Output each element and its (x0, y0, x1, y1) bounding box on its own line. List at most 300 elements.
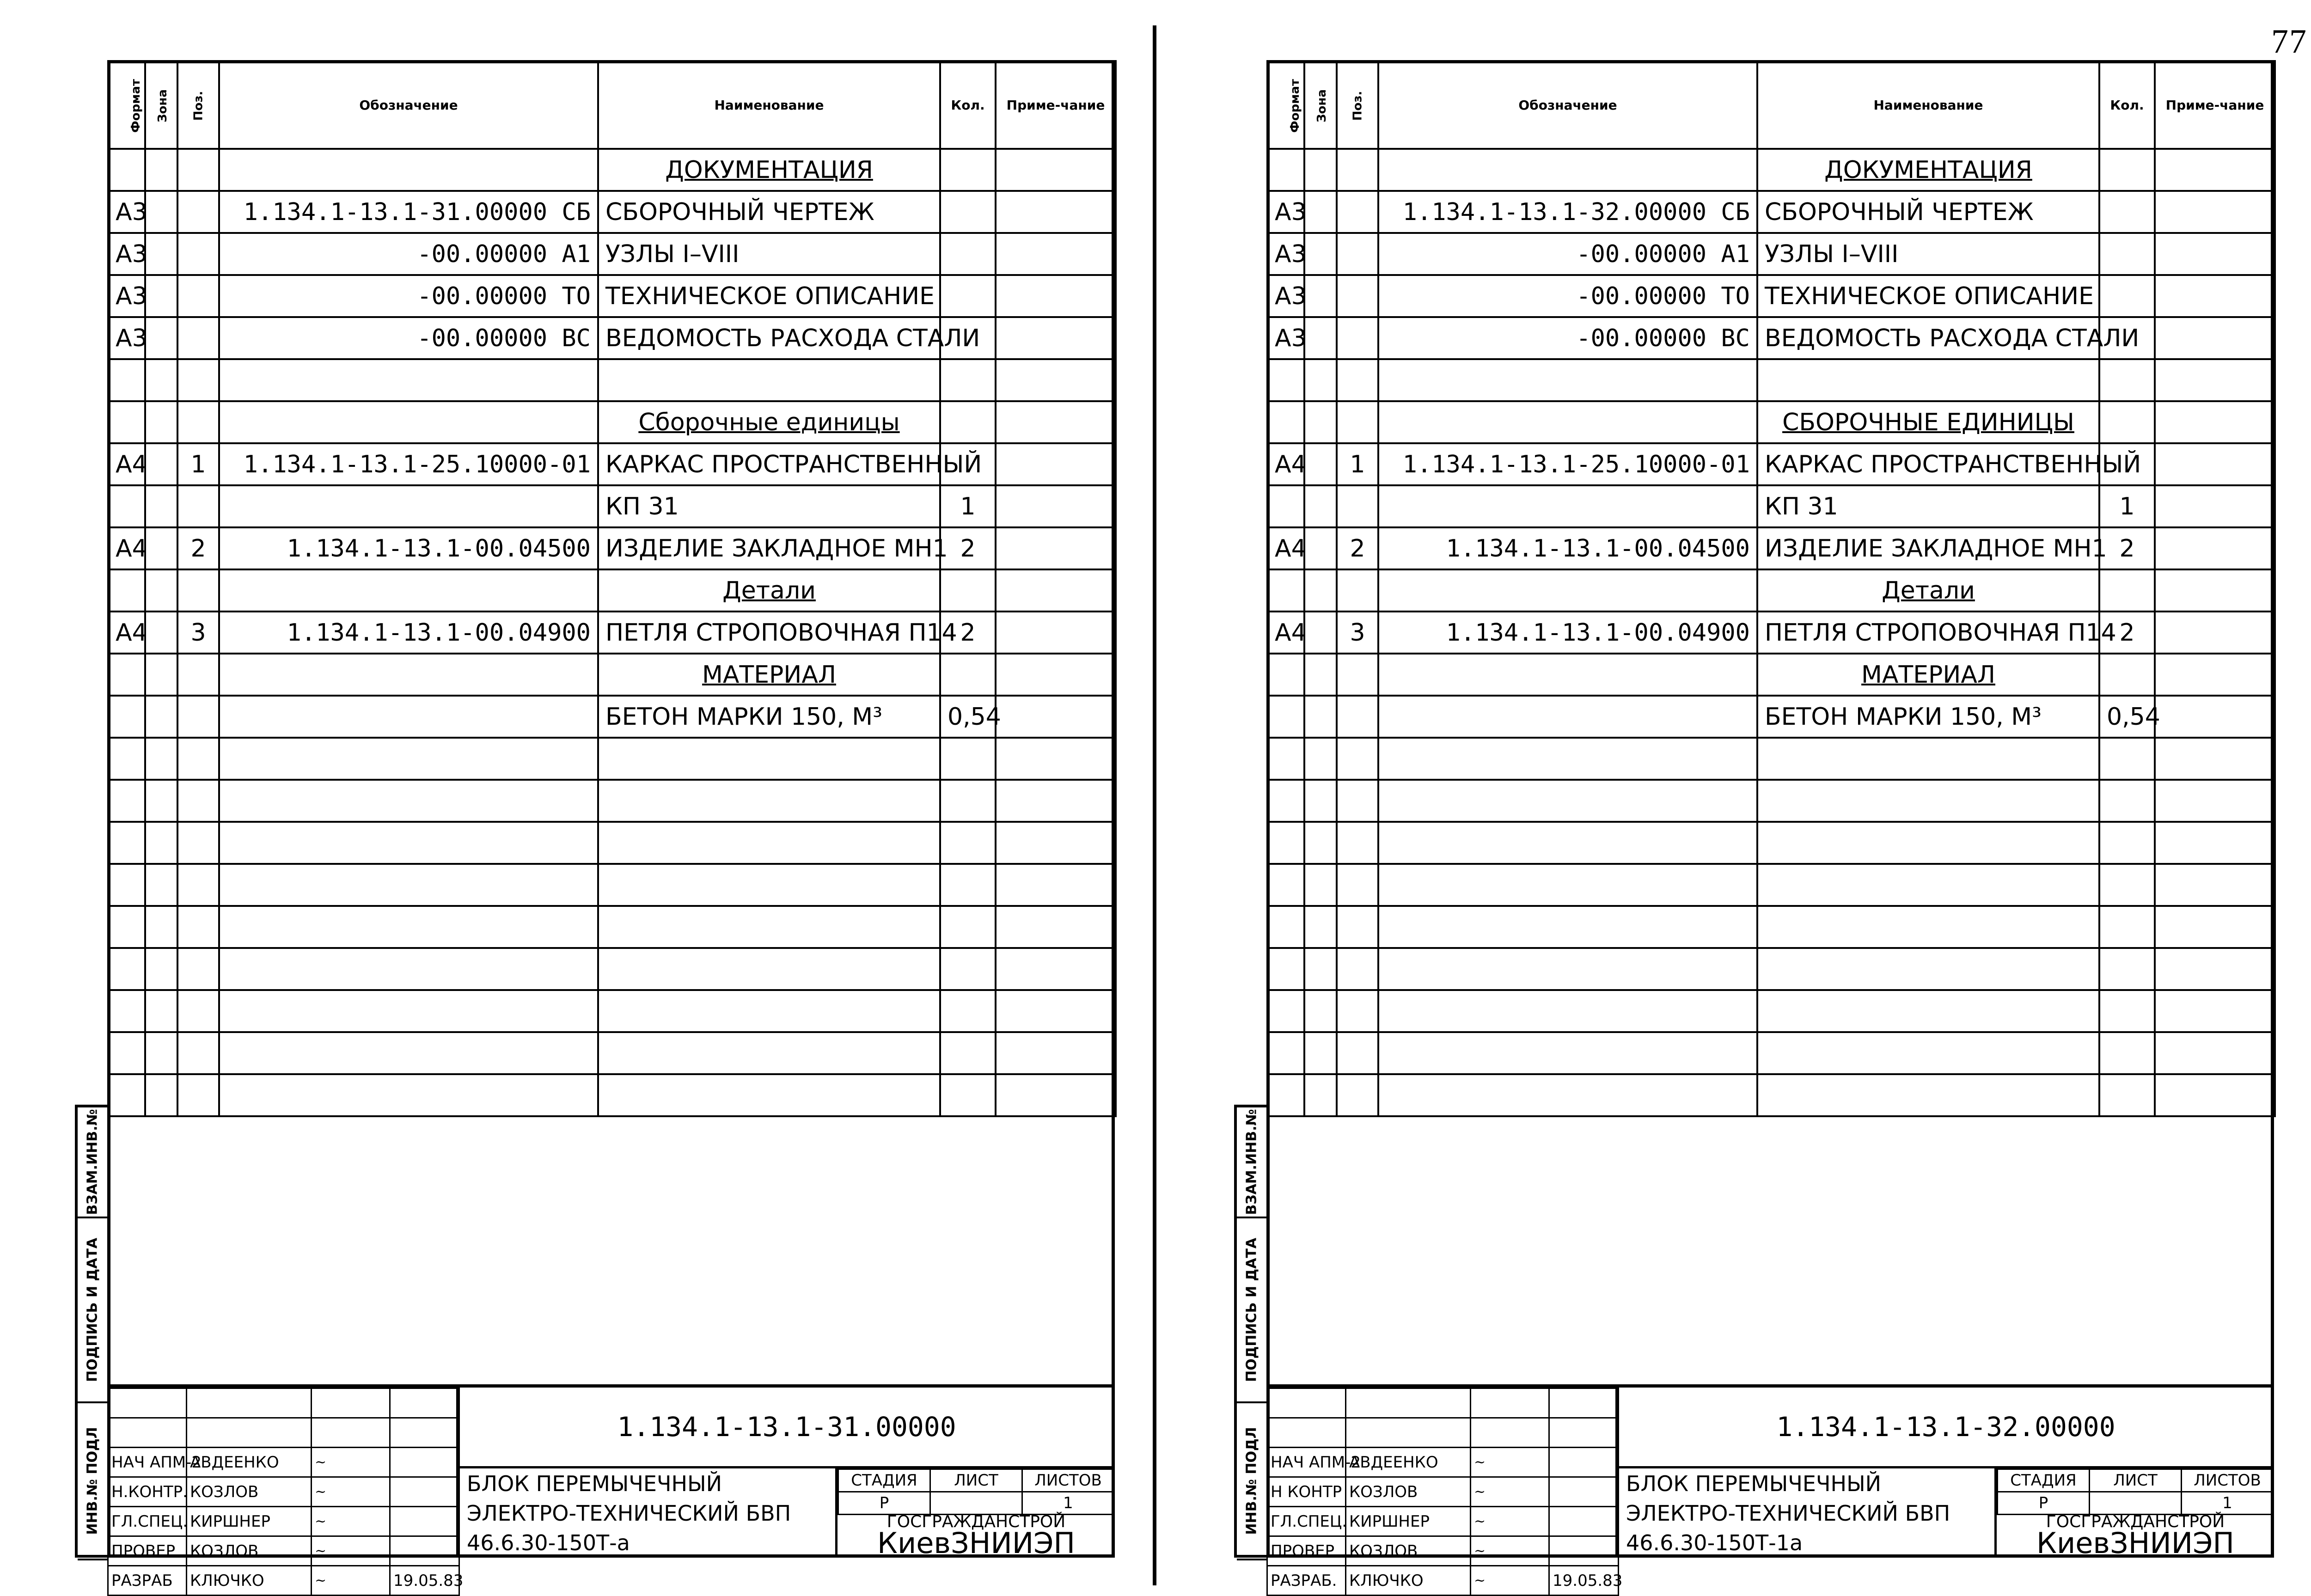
signature-block (1266, 1388, 1623, 1590)
cell-format (1267, 906, 1304, 948)
empty-row (1267, 780, 2275, 822)
cell-name: БЕТОН МАРКИ 150, М³ (1757, 696, 2099, 738)
empty-row (1267, 906, 2275, 948)
institute-name: КиевЗНИИЭП (877, 1526, 1076, 1560)
cell-quantity (940, 822, 996, 864)
cell-name (598, 906, 940, 948)
signature-mark: ~ (312, 1448, 390, 1477)
cell-format (108, 696, 145, 738)
cell-designation: -00.00000 ТО (1378, 275, 1757, 317)
cell-zone (1304, 233, 1337, 275)
cell-format (1267, 864, 1304, 906)
cell-name (598, 780, 940, 822)
column-header-quantity: Кол. (940, 61, 996, 149)
table-row (1267, 191, 2275, 233)
stage-value: 1 (1022, 1492, 1114, 1515)
table-row (108, 275, 1116, 317)
cell-name: ВЕДОМОСТЬ РАСХОДА СТАЛИ (598, 317, 940, 359)
cell-name (598, 738, 940, 780)
table-row (108, 191, 1116, 233)
cell-quantity (2099, 149, 2155, 191)
cell-position: 2 (1337, 527, 1378, 569)
cell-format (1267, 401, 1304, 443)
stage-header: ЛИСТ (930, 1469, 1022, 1492)
cell-zone (1304, 569, 1337, 611)
stage-header: ЛИСТОВ (1022, 1469, 1114, 1492)
cell-zone (1304, 780, 1337, 822)
signature-cell (1471, 1418, 1549, 1448)
cell-designation: 1.134.1-13.1-25.10000-01 (219, 443, 598, 485)
signature-role: Н КОНТР (1267, 1477, 1346, 1507)
column-header-designation: Обозначение (1378, 61, 1757, 149)
table-row (108, 233, 1116, 275)
cell-zone (145, 696, 177, 738)
cell-quantity (2099, 906, 2155, 948)
cell-zone (145, 149, 177, 191)
cell-position (1337, 233, 1378, 275)
cell-position (177, 233, 219, 275)
cell-position: 3 (1337, 611, 1378, 654)
cell-note (996, 191, 1116, 233)
binding-strip-cell (1237, 1403, 1266, 1560)
column-header-note: Приме-чание (2155, 61, 2275, 149)
cell-name: ДОКУМЕНТАЦИЯ (598, 149, 940, 191)
cell-format (108, 359, 145, 401)
cell-zone (145, 401, 177, 443)
cell-position: 1 (1337, 443, 1378, 485)
cell-zone (1304, 822, 1337, 864)
cell-note (2155, 401, 2275, 443)
table-row (1267, 149, 2275, 191)
signature-cell (108, 1388, 187, 1418)
column-header-position (1337, 61, 1378, 149)
cell-zone (145, 864, 177, 906)
cell-quantity (2099, 822, 2155, 864)
cell-note (996, 359, 1116, 401)
document-title: БЛОК ПЕРЕМЫЧЕЧНЫЙ ЭЛЕКТРО-ТЕХНИЧЕСКИЙ БВП 46.6.30-150Т-а (459, 1468, 838, 1558)
cell-quantity: 2 (2099, 527, 2155, 569)
cell-format (108, 738, 145, 780)
cell-note (996, 780, 1116, 822)
empty-row (108, 864, 1116, 906)
cell-designation: -00.00000 ТО (219, 275, 598, 317)
cell-designation (1378, 1032, 1757, 1074)
signature-role: ПРОВЕР (1267, 1536, 1346, 1566)
empty-row (108, 906, 1116, 948)
signature-row (108, 1536, 459, 1566)
cell-name (598, 1074, 940, 1116)
cell-name (598, 990, 940, 1032)
cell-quantity (940, 233, 996, 275)
cell-position (177, 191, 219, 233)
cell-zone (1304, 738, 1337, 780)
cell-position (177, 948, 219, 990)
column-header-zone (145, 61, 177, 149)
specification-table (107, 60, 1117, 1117)
cell-quantity (2099, 233, 2155, 275)
cell-designation (219, 738, 598, 780)
cell-designation: 1.134.1-13.1-00.04500 (1378, 527, 1757, 569)
cell-format (1267, 485, 1304, 527)
signature-date (1549, 1507, 1619, 1536)
cell-note (996, 611, 1116, 654)
cell-zone (1304, 443, 1337, 485)
cell-name (1757, 780, 2099, 822)
cell-name: СБОРОЧНЫЕ ЕДИНИЦЫ (1757, 401, 2099, 443)
signature-mark: ~ (1471, 1507, 1549, 1536)
cell-designation: 1.134.1-13.1-25.10000-01 (1378, 443, 1757, 485)
cell-note (2155, 948, 2275, 990)
cell-note (2155, 1074, 2275, 1116)
cell-position (1337, 1074, 1378, 1116)
cell-format (108, 1074, 145, 1116)
cell-designation (1378, 696, 1757, 738)
table-row (1267, 401, 2275, 443)
cell-position (1337, 1032, 1378, 1074)
cell-format (108, 654, 145, 696)
signature-date (390, 1507, 459, 1536)
cell-designation (219, 149, 598, 191)
cell-name: Детали (1757, 569, 2099, 611)
cell-quantity (2099, 780, 2155, 822)
table-row (108, 149, 1116, 191)
cell-note (996, 990, 1116, 1032)
signature-date (1549, 1477, 1619, 1507)
cell-note (2155, 738, 2275, 780)
cell-quantity (940, 948, 996, 990)
cell-position (1337, 149, 1378, 191)
cell-designation (219, 696, 598, 738)
table-row (108, 359, 1116, 401)
cell-note (2155, 1032, 2275, 1074)
cell-zone (145, 569, 177, 611)
cell-position (177, 275, 219, 317)
cell-designation (1378, 906, 1757, 948)
signature-row (108, 1507, 459, 1536)
cell-quantity (2099, 738, 2155, 780)
cell-zone (145, 485, 177, 527)
cell-position (1337, 401, 1378, 443)
cell-position (177, 990, 219, 1032)
cell-name: ПЕТЛЯ СТРОПОВОЧНАЯ П14 (598, 611, 940, 654)
cell-format (1267, 822, 1304, 864)
cell-format (108, 948, 145, 990)
empty-row (108, 1074, 1116, 1116)
cell-zone (145, 990, 177, 1032)
column-header-text: Формат (129, 79, 143, 133)
cell-format (1267, 359, 1304, 401)
cell-designation: 1.134.1-13.1-32.00000 СБ (1378, 191, 1757, 233)
cell-format (108, 990, 145, 1032)
cell-note (2155, 275, 2275, 317)
empty-row (1267, 738, 2275, 780)
cell-note (996, 233, 1116, 275)
column-header-position (177, 61, 219, 149)
table-row (108, 401, 1116, 443)
cell-zone (1304, 1032, 1337, 1074)
page-divider (1153, 25, 1156, 1585)
cell-note (996, 275, 1116, 317)
empty-row (108, 990, 1116, 1032)
cell-name: МАТЕРИАЛ (1757, 654, 2099, 696)
cell-name (1757, 822, 2099, 864)
signature-name: КЛЮЧКО (187, 1566, 312, 1596)
cell-position (177, 906, 219, 948)
spec-sheet-right (1243, 60, 2274, 1590)
cell-quantity: 1 (2099, 485, 2155, 527)
column-header-text: Формат (1288, 79, 1302, 133)
table-row (1267, 654, 2275, 696)
empty-row (1267, 990, 2275, 1032)
cell-name: БЕТОН МАРКИ 150, М³ (598, 696, 940, 738)
binding-strip-cell (1237, 1107, 1266, 1218)
cell-name: СБОРОЧНЫЙ ЧЕРТЕЖ (598, 191, 940, 233)
cell-format: А4 (1267, 443, 1304, 485)
cell-format: А4 (1267, 611, 1304, 654)
cell-zone (145, 906, 177, 948)
signature-role: Н.КОНТР. (108, 1477, 187, 1507)
cell-format (1267, 948, 1304, 990)
table-row (108, 696, 1116, 738)
cell-zone (1304, 906, 1337, 948)
signature-date (390, 1477, 459, 1507)
cell-zone (145, 1032, 177, 1074)
cell-note (2155, 654, 2275, 696)
institute-name: КиевЗНИИЭП (2036, 1526, 2235, 1560)
cell-position (177, 696, 219, 738)
cell-position (1337, 696, 1378, 738)
cell-note (996, 443, 1116, 485)
empty-row (108, 780, 1116, 822)
cell-designation (219, 485, 598, 527)
cell-note (996, 317, 1116, 359)
cell-name: КП 31 (598, 485, 940, 527)
signature-name: КОЗЛОВ (1346, 1536, 1471, 1566)
document-code: 1.134.1-13.1-31.00000 (459, 1388, 1115, 1468)
cell-position: 2 (177, 527, 219, 569)
cell-note (2155, 233, 2275, 275)
cell-name (598, 359, 940, 401)
cell-quantity (940, 780, 996, 822)
cell-zone (145, 317, 177, 359)
cell-position (1337, 948, 1378, 990)
column-header-name: Наименование (598, 61, 940, 149)
signature-table (107, 1388, 464, 1596)
cell-zone (1304, 990, 1337, 1032)
cell-name: Сборочные единицы (598, 401, 940, 443)
cell-position (1337, 485, 1378, 527)
signature-empty-row (1267, 1418, 1619, 1448)
cell-zone (1304, 527, 1337, 569)
cell-format (108, 401, 145, 443)
cell-designation (219, 401, 598, 443)
signature-date (390, 1536, 459, 1566)
cell-designation (219, 654, 598, 696)
signature-cell (1346, 1418, 1471, 1448)
empty-row (108, 738, 1116, 780)
cell-zone (145, 822, 177, 864)
cell-format (1267, 569, 1304, 611)
signature-row (1267, 1566, 1619, 1596)
empty-row (1267, 864, 2275, 906)
cell-name (598, 864, 940, 906)
cell-quantity (2099, 359, 2155, 401)
document-title: БЛОК ПЕРЕМЫЧЕЧНЫЙ ЭЛЕКТРО-ТЕХНИЧЕСКИЙ БВП 46.6.30-150Т-1а (1618, 1468, 1997, 1558)
cell-zone (1304, 1074, 1337, 1116)
signature-name: КОЗЛОВ (187, 1536, 312, 1566)
signature-name: КОЗЛОВ (1346, 1477, 1471, 1507)
binding-strip-label: ИНВ.№ ПОДЛ (84, 1427, 101, 1535)
cell-designation (1378, 485, 1757, 527)
cell-designation (1378, 948, 1757, 990)
signature-name: АВДЕЕНКО (1346, 1448, 1471, 1477)
cell-quantity (940, 149, 996, 191)
table-row (1267, 485, 2275, 527)
cell-note (996, 654, 1116, 696)
binding-strip-label: ИНВ.№ ПОДЛ (1243, 1427, 1260, 1535)
cell-note (2155, 149, 2275, 191)
cell-designation: 1.134.1-13.1-00.04900 (219, 611, 598, 654)
cell-quantity (2099, 191, 2155, 233)
signature-cell (1267, 1418, 1346, 1448)
signature-block (107, 1388, 464, 1590)
signature-cell (390, 1418, 459, 1448)
cell-note (2155, 359, 2275, 401)
binding-strip-cell (78, 1218, 107, 1403)
cell-note (2155, 696, 2275, 738)
cell-note (2155, 822, 2275, 864)
cell-position (1337, 864, 1378, 906)
cell-position (177, 1032, 219, 1074)
cell-quantity (940, 1032, 996, 1074)
cell-note (996, 1032, 1116, 1074)
cell-format (1267, 780, 1304, 822)
signature-date: 19.05.83 (1549, 1566, 1619, 1596)
cell-name (598, 1032, 940, 1074)
cell-position (1337, 275, 1378, 317)
cell-position (177, 569, 219, 611)
signature-cell (1549, 1388, 1619, 1418)
column-header-text: Зона (155, 89, 170, 122)
signature-date (390, 1448, 459, 1477)
table-row (1267, 233, 2275, 275)
cell-name (598, 822, 940, 864)
signature-mark: ~ (312, 1507, 390, 1536)
signature-cell (1549, 1418, 1619, 1448)
title-block (1266, 1384, 2274, 1590)
cell-format (108, 569, 145, 611)
column-header-note: Приме-чание (996, 61, 1116, 149)
cell-designation: -00.00000 ВС (1378, 317, 1757, 359)
signature-row (108, 1448, 459, 1477)
stage-value: 1 (2182, 1492, 2274, 1515)
cell-designation (219, 822, 598, 864)
table-row (1267, 317, 2275, 359)
signature-cell (1267, 1388, 1346, 1418)
binding-strip-cell (78, 1403, 107, 1560)
stage-table (1997, 1468, 2274, 1515)
cell-designation (219, 864, 598, 906)
cell-quantity (940, 906, 996, 948)
column-header-designation: Обозначение (219, 61, 598, 149)
cell-quantity (940, 1074, 996, 1116)
empty-row (108, 948, 1116, 990)
signature-mark: ~ (1471, 1477, 1549, 1507)
empty-row (1267, 1074, 2275, 1116)
signature-mark: ~ (1471, 1448, 1549, 1477)
organization-name: ГОСГРАЖДАНСТРОЙ (886, 1512, 1066, 1531)
cell-position (177, 485, 219, 527)
cell-format (1267, 990, 1304, 1032)
signature-name: АВДЕЕНКО (187, 1448, 312, 1477)
cell-position (177, 401, 219, 443)
cell-designation (1378, 990, 1757, 1032)
cell-format: А4 (1267, 527, 1304, 569)
signature-role: РАЗРАБ. (1267, 1566, 1346, 1596)
cell-format (108, 149, 145, 191)
cell-quantity (2099, 654, 2155, 696)
signature-mark: ~ (1471, 1566, 1549, 1596)
cell-note (2155, 864, 2275, 906)
cell-zone (1304, 317, 1337, 359)
cell-position (177, 359, 219, 401)
signature-name: КИРШНЕР (187, 1507, 312, 1536)
cell-format: А4 (108, 527, 145, 569)
cell-position (177, 317, 219, 359)
cell-quantity: 0,54 (940, 696, 996, 738)
cell-designation (219, 990, 598, 1032)
cell-position (1337, 654, 1378, 696)
cell-quantity (2099, 948, 2155, 990)
stage-value: Р (1998, 1492, 2090, 1515)
stage-value: Р (838, 1492, 930, 1515)
cell-zone (145, 654, 177, 696)
cell-name (1757, 1074, 2099, 1116)
signature-cell (1346, 1388, 1471, 1418)
empty-row (108, 1032, 1116, 1074)
organization-name: ГОСГРАЖДАНСТРОЙ (2046, 1512, 2225, 1531)
page-number: 77 (2271, 23, 2307, 61)
cell-position (1337, 990, 1378, 1032)
cell-designation: -00.00000 ВС (219, 317, 598, 359)
signature-mark: ~ (312, 1536, 390, 1566)
signature-row (1267, 1536, 1619, 1566)
signature-row (1267, 1448, 1619, 1477)
cell-quantity (2099, 275, 2155, 317)
stage-value (2090, 1492, 2182, 1515)
cell-designation (219, 359, 598, 401)
cell-zone (145, 1074, 177, 1116)
cell-name: ТЕХНИЧЕСКОЕ ОПИСАНИЕ (598, 275, 940, 317)
cell-position (177, 864, 219, 906)
signature-role: ГЛ.СПЕЦ. (108, 1507, 187, 1536)
cell-quantity: 2 (2099, 611, 2155, 654)
column-header-text: Зона (1314, 89, 1329, 122)
cell-note (2155, 443, 2275, 485)
signature-row (1267, 1507, 1619, 1536)
cell-quantity (940, 864, 996, 906)
signature-mark: ~ (1471, 1536, 1549, 1566)
cell-format (1267, 654, 1304, 696)
cell-position (177, 1074, 219, 1116)
header-row (1267, 61, 2275, 149)
cell-note (2155, 569, 2275, 611)
signature-cell (187, 1388, 312, 1418)
column-header-text: Поз. (191, 91, 205, 121)
cell-designation (1378, 654, 1757, 696)
cell-name: УЗЛЫ I–VIII (598, 233, 940, 275)
table-row (108, 317, 1116, 359)
